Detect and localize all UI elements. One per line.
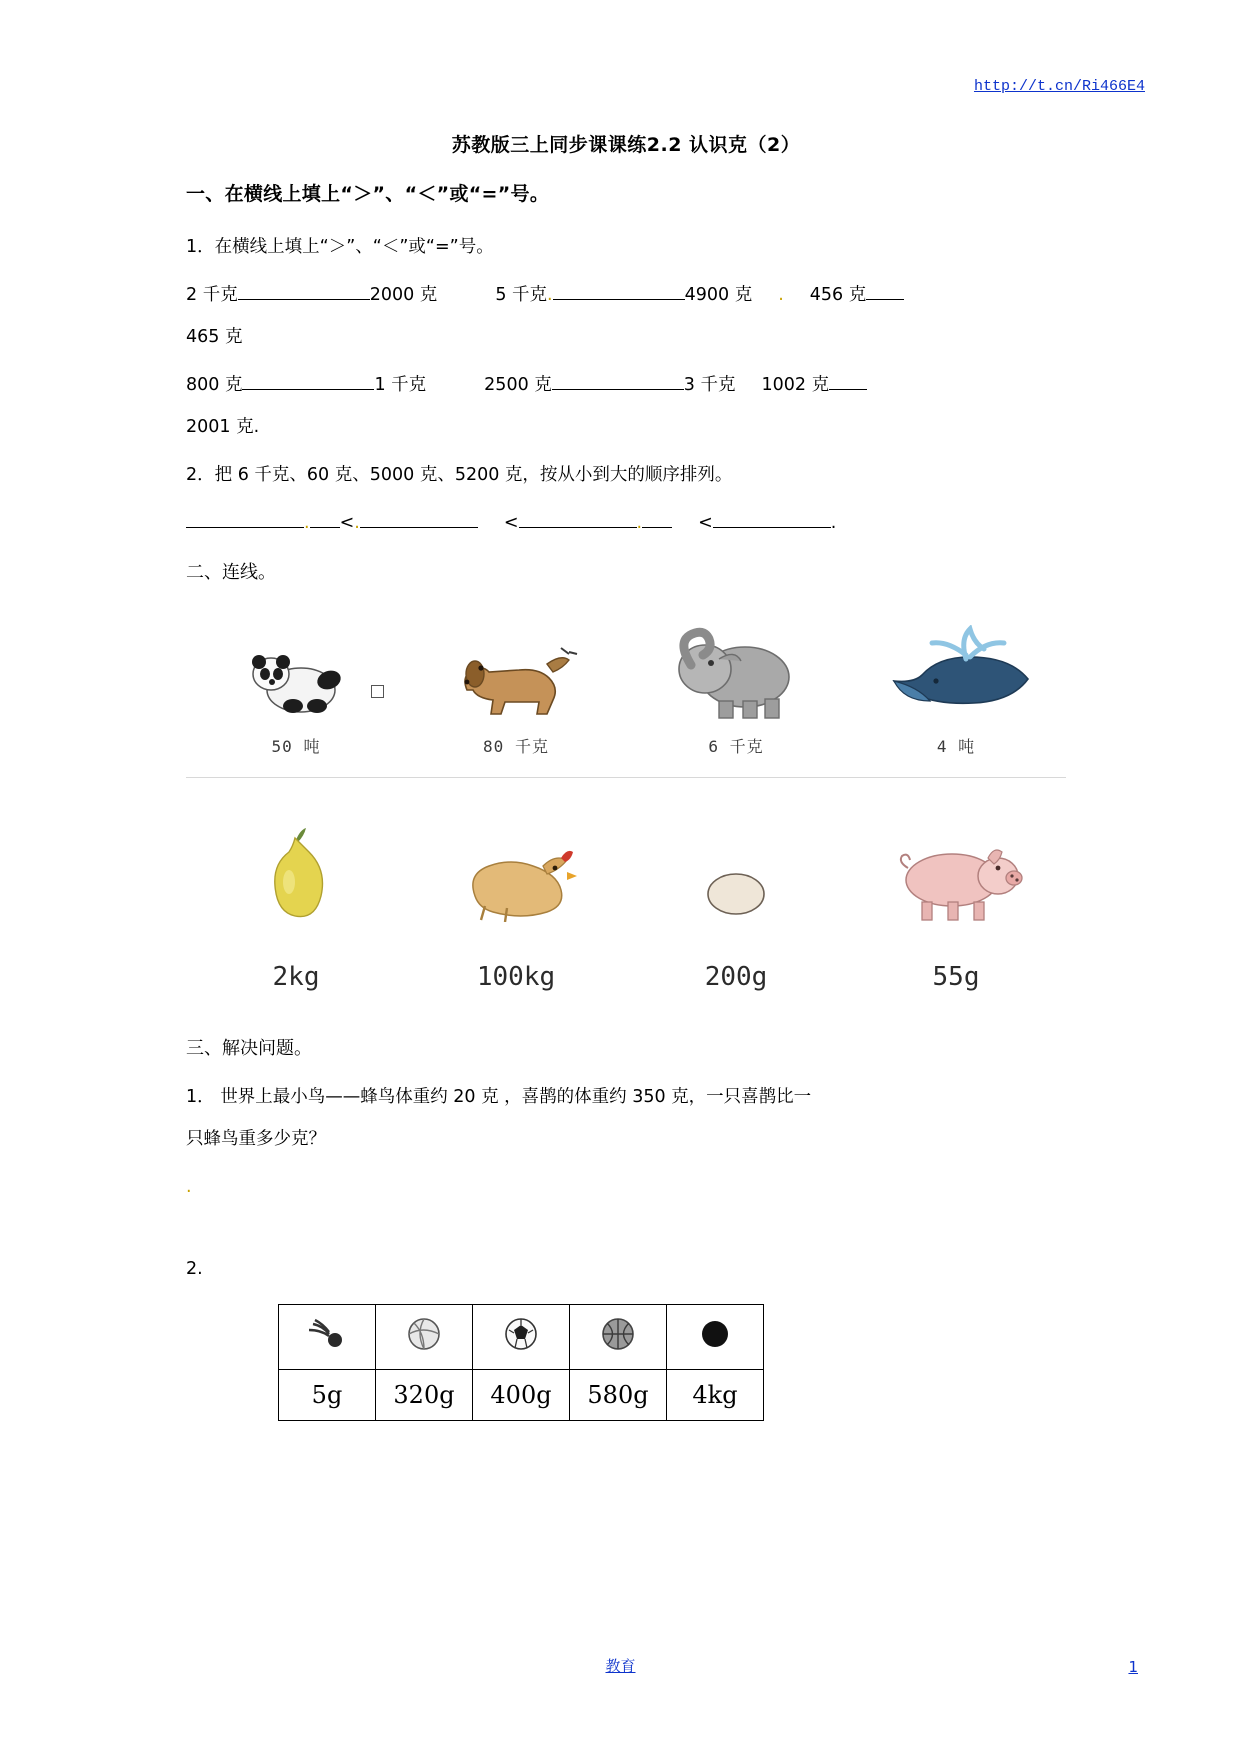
q1-d-right: 1 千克 [374, 375, 427, 395]
weight-label: 2kg [272, 962, 320, 992]
volleyball-icon [376, 1305, 473, 1370]
section-3-question-1-line-2: 只蜂鸟重多少克？ [186, 1129, 326, 1149]
q1-e-right: 3 千克 [683, 375, 736, 395]
weight-label: 80 千克 [483, 737, 549, 756]
answer-space[interactable]: . [186, 1177, 192, 1197]
matching-row-1-images [186, 600, 1066, 720]
soccer-ball-icon [473, 1305, 570, 1370]
page-title: 苏教版三上同步课课练2.2 认识克（2） [451, 134, 801, 156]
answer-blank[interactable] [519, 510, 637, 528]
question-1-line-1-wrap: 465 克 [186, 327, 243, 347]
table-row-icons [279, 1305, 764, 1370]
weight-label: 50 吨 [271, 737, 321, 756]
q1-b-right: 4900 克 [684, 285, 753, 305]
table-row-weights [279, 1370, 764, 1421]
ball-weight: 320g [376, 1370, 473, 1421]
section-2-heading: 二、连线。 [186, 562, 276, 583]
question-1-label: 1．在横线上填上“＞”、“＜”或“=”号。 [186, 237, 494, 257]
section-3-heading: 三、解决问题。 [186, 1038, 312, 1059]
answer-blank[interactable] [186, 510, 304, 528]
q1-a-left: 2 千克 [186, 285, 238, 305]
ball-weight: 5g [279, 1370, 376, 1421]
weight-label: 55g [932, 962, 980, 992]
answer-blank[interactable] [866, 282, 904, 300]
question-1-line-2-wrap: 2001 克. [186, 417, 260, 437]
matching-row-1-labels [186, 734, 1066, 757]
matching-exercise [186, 600, 1066, 992]
question-1-line-2 [186, 364, 1066, 406]
top-source-link[interactable]: http://t.cn/Ri466E4 [973, 78, 1145, 95]
matching-row-2-labels [186, 962, 1066, 992]
weight-label: 4 吨 [936, 737, 976, 756]
answer-blank[interactable] [642, 510, 672, 528]
section-1-heading: 一、在横线上填上“＞”、“＜”或“=”号。 [186, 183, 550, 205]
chicken-illustration [406, 842, 626, 922]
dog-illustration [406, 638, 626, 720]
weight-label: 200g [704, 962, 768, 992]
q1-d-left: 800 克 [186, 375, 243, 395]
q1-e-left: 2500 克 [484, 375, 552, 395]
egg-illustration [626, 860, 846, 922]
ball-weight: 4kg [667, 1370, 764, 1421]
footer-link[interactable]: 教育 [605, 1657, 636, 1675]
matching-row-2-images [186, 792, 1066, 922]
answer-blank[interactable] [360, 510, 478, 528]
answer-blank[interactable] [553, 282, 685, 300]
whale-illustration [846, 625, 1066, 720]
ball-weight: 580g [570, 1370, 667, 1421]
weight-label: 100kg [476, 962, 556, 992]
pear-illustration [186, 826, 406, 922]
match-checkbox[interactable] [371, 685, 384, 698]
question-2-label: 2．把 6 千克、60 克、5000 克、5200 克，按从小到大的顺序排列。 [186, 465, 733, 485]
document-content [186, 130, 1066, 1421]
pig-illustration [846, 836, 1066, 922]
elephant-illustration [626, 625, 846, 720]
answer-blank[interactable] [238, 282, 370, 300]
answer-blank[interactable] [829, 372, 867, 390]
section-3-question-2-label: 2. [186, 1259, 203, 1279]
question-2-answer-line: . <. < . < . [186, 502, 1066, 544]
q1-b-left: 5 千克 [495, 285, 548, 305]
question-1-line-1: 2 千克 2000 克 5 千克. 4900 克 . 456 克 [186, 274, 1066, 316]
shuttlecock-icon [279, 1305, 376, 1370]
panda-illustration [186, 640, 406, 720]
answer-blank[interactable] [713, 510, 831, 528]
answer-blank[interactable] [552, 372, 684, 390]
ball-weight: 400g [473, 1370, 570, 1421]
answer-blank[interactable] [242, 372, 374, 390]
q1-c-left: 456 克 [809, 285, 867, 305]
weight-label: 6 千克 [708, 737, 764, 756]
answer-blank[interactable] [310, 510, 340, 528]
section-3-question-1-line-1: 1． 世界上最小鸟——蜂鸟体重约 20 克 ，喜鹊的体重约 350 克，一只喜鹊比一 [186, 1087, 812, 1107]
basketball-icon [570, 1305, 667, 1370]
q1-a-right: 2000 克 [369, 285, 438, 305]
bowling-ball-icon [667, 1305, 764, 1370]
divider [186, 777, 1066, 778]
q1-f-left: 1002 克 [761, 375, 830, 395]
page-number[interactable]: 1 [1128, 1658, 1138, 1676]
ball-weight-table [278, 1304, 764, 1421]
